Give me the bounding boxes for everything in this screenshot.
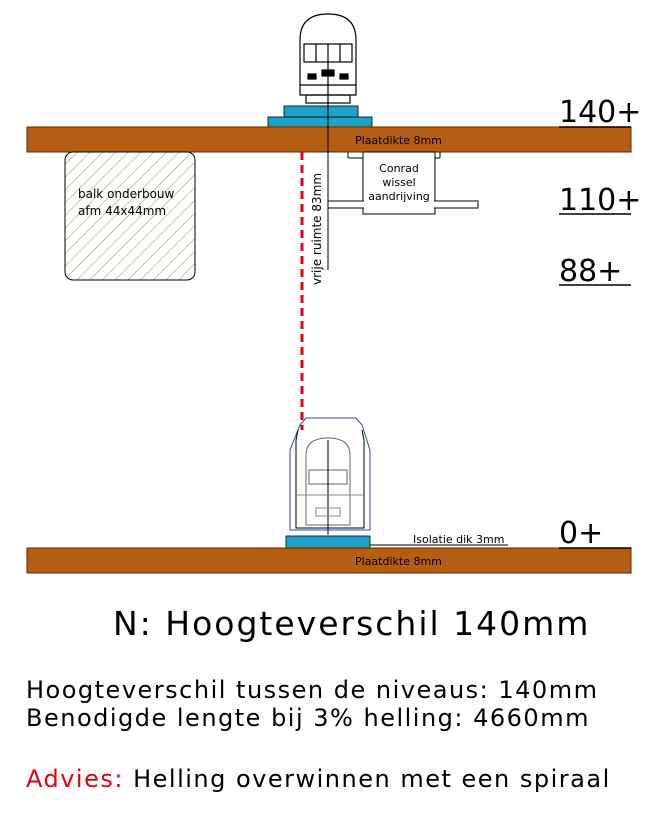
bottom-plate: [27, 548, 631, 573]
top-plate-label: Plaatdikte 8mm: [355, 134, 442, 147]
switch-motor-label-line3: aandrijving: [368, 190, 430, 203]
level-110: 110+: [559, 183, 642, 218]
beam-label-line2: afm 44x44mm: [78, 204, 167, 218]
train-top: [300, 14, 356, 104]
clearance-label: vrije ruimte 83mm: [310, 172, 324, 285]
height-difference-text: Hoogteverschil tussen de niveaus: 140mm: [26, 676, 599, 704]
train-bottom: [290, 418, 370, 535]
isolation-label: Isolatie dik 3mm: [413, 533, 505, 546]
switch-motor-label-line2: wissel: [382, 176, 416, 189]
bottom-plate-label: Plaatdikte 8mm: [355, 555, 442, 568]
advice-label: Advies:: [26, 765, 124, 793]
top-train-base-inner: [284, 106, 358, 117]
advice-line: [26, 765, 611, 793]
switch-motor-label-line1: Conrad: [379, 162, 419, 175]
level-88: 88+: [559, 254, 623, 289]
page-title: N: Hoogteverschil 140mm: [113, 604, 591, 643]
advice-text: Helling overwinnen met een spiraal: [123, 765, 611, 793]
level-0: 0+: [559, 516, 604, 551]
required-length-text: Benodigde lengte bij 3% helling: 4660mm: [26, 704, 590, 732]
bottom-train-base: [286, 536, 370, 548]
level-140: 140+: [559, 95, 642, 130]
top-train-base-outer: [268, 117, 372, 127]
beam-label-line1: balk onderbouw: [78, 187, 175, 201]
top-plate: [27, 127, 631, 152]
